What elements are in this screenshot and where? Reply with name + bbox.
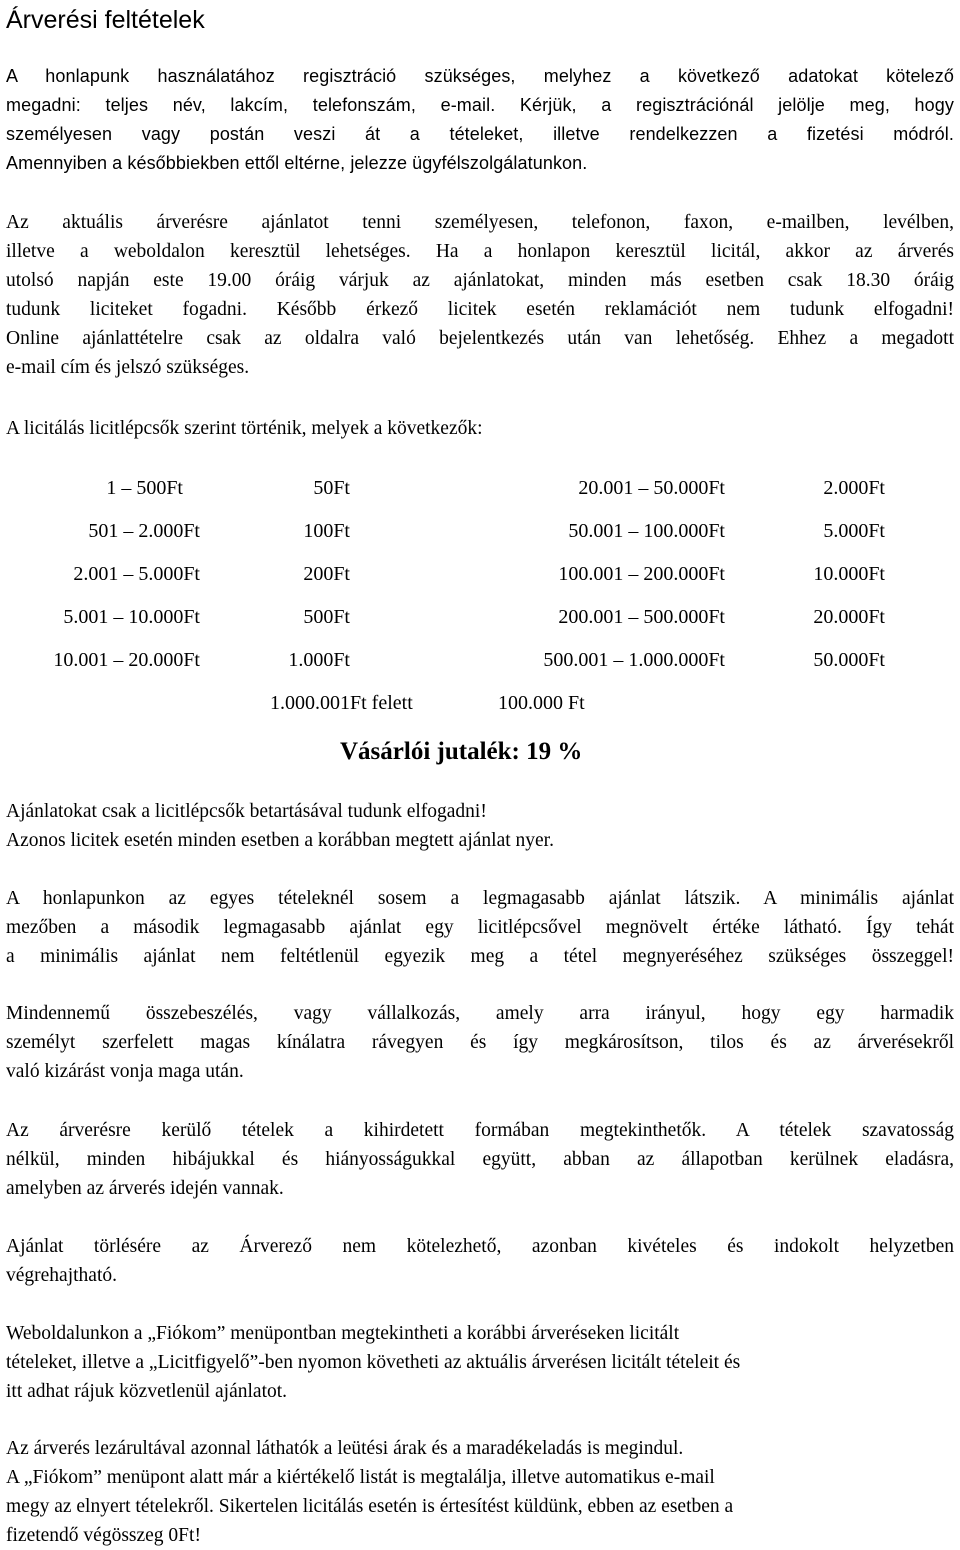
increment-step: 100Ft bbox=[303, 520, 350, 542]
text-line: fizetendő végösszeg 0Ft! bbox=[6, 1525, 201, 1546]
increment-range: 5.001 – 10.000Ft bbox=[63, 606, 200, 628]
text-line: A honlapunk használatához regisztráció szükséges, melyhez a következő adatokat kötelező bbox=[6, 66, 954, 86]
text-line: illetve a weboldalon keresztül lehetséges. Ha a honlapon keresztül licitál, akkor az árverés bbox=[6, 241, 954, 262]
text-line: a minimális ajánlat nem feltétlenül egyezik meg a tétel megnyeréséhez szükséges összeggel! bbox=[6, 946, 954, 967]
text-line: Ajánlat törlésére az Árverező nem kötelezhető, azonban kivételes és indokolt helyzetben bbox=[6, 1236, 954, 1257]
increment-range: 10.001 – 20.000Ft bbox=[53, 649, 200, 671]
increment-range: 100.001 – 200.000Ft bbox=[558, 563, 725, 585]
increment-step: 50Ft bbox=[313, 477, 350, 499]
increment-step: 50.000Ft bbox=[813, 649, 885, 671]
text-line: A „Fiókom” menüpont alatt már a kiértékelő listát is megtalálja, illetve automatikus e-mail bbox=[6, 1467, 715, 1488]
increment-step: 10.000Ft bbox=[813, 563, 885, 585]
bid-cancellation-paragraph bbox=[6, 1232, 954, 1290]
text-line: Ajánlatokat csak a licitlépcsők betartásával tudunk elfogadni! bbox=[6, 801, 487, 822]
increment-step: 1.000Ft bbox=[288, 649, 350, 671]
increment-range: 1 – 500Ft bbox=[106, 477, 183, 499]
increment-range: 500.001 – 1.000.000Ft bbox=[543, 649, 725, 671]
item-condition-paragraph bbox=[6, 1116, 954, 1203]
text-line: Amennyiben a későbbiekben ettől eltérne, jelezze ügyfélszolgálatunkon. bbox=[6, 153, 588, 173]
text-line: megadni: teljes név, lakcím, telefonszám, e-mail. Kérjük, a regisztrációnál jelölje meg, hogy bbox=[6, 95, 954, 115]
account-menu-paragraph bbox=[6, 1319, 954, 1406]
increment-step: 200Ft bbox=[303, 563, 350, 585]
text-line: e-mail cím és jelszó szükséges. bbox=[6, 357, 250, 378]
text-line: A licitálás licitlépcsők szerint történik, melyek a következők: bbox=[6, 418, 483, 439]
increment-step: 500Ft bbox=[303, 606, 350, 628]
text-line: tételeket, illetve a „Licitfigyelő”-ben nyomon követheti az aktuális árverésen licitált tételeit és bbox=[6, 1352, 741, 1373]
text-line: Online ajánlattételre csak az oldalra való bejelentkezés után van lehetőség. Ehhez a megadott bbox=[6, 328, 954, 349]
increment-range: 2.001 – 5.000Ft bbox=[73, 563, 200, 585]
text-line: mezőben a második legmagasabb ajánlat egy licitlépcsővel megnövelt értéke látható. Így tehát bbox=[6, 917, 954, 938]
text-line: személyesen vagy postán veszi át a tételeket, illetve rendelkezzen a fizetési módról. bbox=[6, 124, 954, 144]
text-line: végrehajtható. bbox=[6, 1265, 117, 1286]
page-title: Árverési feltételek bbox=[6, 6, 205, 34]
bidding-methods-paragraph bbox=[6, 208, 954, 382]
text-line: A honlapunkon az egyes tételeknél sosem a legmagasabb ajánlat látszik. A minimális ajánlat bbox=[6, 888, 954, 909]
increment-range: 20.001 – 50.000Ft bbox=[578, 477, 725, 499]
acceptance-rules-paragraph bbox=[6, 797, 954, 855]
text-line: megy az elnyert tételekről. Sikertelen licitálás esetén is értesítést küldünk, ebben az esetben a bbox=[6, 1496, 734, 1517]
minimum-bid-paragraph bbox=[6, 884, 954, 971]
increment-step: 100.000 Ft bbox=[498, 692, 585, 714]
increment-range: 200.001 – 500.000Ft bbox=[558, 606, 725, 628]
text-line: Weboldalunkon a „Fiókom” menüpontban megtekintheti a korábbi árveréseken licitált bbox=[6, 1323, 680, 1344]
increments-intro bbox=[6, 414, 954, 443]
text-line: személyt szerfelett magas kínálatra rávegyen és így megkárosítson, tilos és az árverésekről bbox=[6, 1032, 954, 1053]
text-line: való kizárást vonja maga után. bbox=[6, 1061, 244, 1082]
buyer-commission: Vásárlói jutalék: 19 % bbox=[340, 738, 583, 765]
text-line: tudunk liciteket fogadni. Később érkező licitek esetén reklamációt nem tudunk elfogadni! bbox=[6, 299, 954, 320]
increment-step: 2.000Ft bbox=[823, 477, 885, 499]
text-line: Mindennemű összebeszélés, vagy vállalkozás, amely arra irányul, hogy egy harmadik bbox=[6, 1003, 954, 1024]
text-line: Azonos licitek esetén minden esetben a korábban megtett ajánlat nyer. bbox=[6, 830, 554, 851]
text-line: nélkül, minden hibájukkal és hiányosságukkal együtt, abban az állapotban kerülnek eladásra, bbox=[6, 1149, 954, 1170]
text-line: Az árverésre kerülő tételek a kihirdetett formában megtekinthetők. A tételek szavatosság bbox=[6, 1120, 954, 1141]
increment-range: 1.000.001Ft felett bbox=[270, 692, 413, 714]
auction-close-paragraph bbox=[6, 1434, 954, 1550]
text-line: amelyben az árverés idején vannak. bbox=[6, 1178, 284, 1199]
increment-step: 5.000Ft bbox=[823, 520, 885, 542]
text-line: Az aktuális árverésre ajánlatot tenni személyesen, telefonon, faxon, e-mailben, levélben, bbox=[6, 212, 954, 233]
text-line: Az árverés lezárultával azonnal láthatók a leütési árak és a maradékeladás is megindul. bbox=[6, 1438, 684, 1459]
text-line: utolsó napján este 19.00 óráig várjuk az ajánlatokat, minden más esetben csak 18.30 óráig bbox=[6, 270, 954, 291]
registration-paragraph bbox=[6, 62, 954, 178]
increment-range: 501 – 2.000Ft bbox=[88, 520, 200, 542]
text-line: itt adhat rájuk közvetlenül ajánlatot. bbox=[6, 1381, 288, 1402]
collusion-paragraph bbox=[6, 999, 954, 1086]
increment-step: 20.000Ft bbox=[813, 606, 885, 628]
increment-range: 50.001 – 100.000Ft bbox=[568, 520, 725, 542]
